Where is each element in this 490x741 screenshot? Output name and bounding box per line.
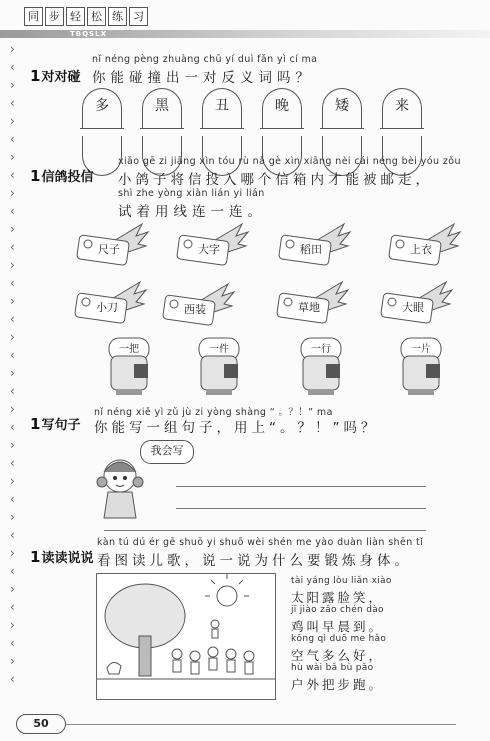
- section-pinyin: shì zhe yòng xiàn lián yi lián: [118, 188, 265, 199]
- poem-pinyin: kōng qì duō me hǎo: [291, 634, 387, 644]
- antonym-card[interactable]: 矮: [322, 88, 362, 176]
- exercise-illustration: [96, 573, 276, 700]
- mailbox[interactable]: [298, 336, 344, 396]
- antonym-card[interactable]: 丑: [202, 88, 242, 176]
- writing-line[interactable]: [104, 530, 426, 531]
- pigeon-word: 大眼: [402, 301, 424, 314]
- title-char: 练: [108, 7, 127, 26]
- section-pinyin: nǐ néng pèng zhuàng chū yí duì fǎn yì cí ma: [92, 54, 318, 65]
- pigeon-letter[interactable]: [72, 222, 150, 278]
- poem-pinyin: hù wài bǎ bù pǎo: [291, 663, 374, 673]
- pigeon-letter[interactable]: [158, 282, 236, 338]
- poem-line: 鸡叫早晨到。: [291, 619, 385, 634]
- title-char: 步: [45, 7, 64, 26]
- poem-line: 太阳露脸笑，: [291, 590, 385, 605]
- title-char: 同: [24, 7, 43, 26]
- pigeon-word: 小刀: [96, 301, 118, 314]
- section-instruction: 小鸽子将信投入哪个信箱内才能被邮走，: [118, 172, 433, 188]
- writing-line[interactable]: [176, 486, 426, 487]
- section-pinyin: nǐ néng xiě yì zǔ jù zi yòng shàng “ 。？！” ma: [94, 407, 333, 418]
- section-instruction: 看图读儿歌，说一说为什么要锻炼身体。: [97, 553, 412, 569]
- speech-bubble: 我会写: [140, 440, 194, 464]
- pigeon-letter[interactable]: [384, 222, 462, 278]
- book-subtitle: TBQSLX: [70, 30, 107, 38]
- pigeon-word: 西装: [184, 303, 206, 316]
- section-instruction: 你能碰撞出一对反义词吗？: [92, 70, 314, 86]
- poem-pinyin: tài yáng lòu liǎn xiào: [291, 576, 392, 586]
- binding-decoration: › ‹ › ‹ › ‹ › ‹ › ‹ › ‹ › ‹ › ‹ › ‹ › ‹ › ‹ › ‹ › ‹ › ‹ › ‹ › ‹ › ‹ › ‹: [10, 42, 15, 686]
- title-char: 轻: [66, 7, 85, 26]
- antonym-card[interactable]: 黑: [142, 88, 182, 176]
- page-header: [0, 0, 490, 40]
- antonym-card[interactable]: 来: [382, 88, 422, 176]
- pigeon-letter[interactable]: [376, 280, 454, 336]
- mailbox-label: 一行: [311, 344, 331, 355]
- footer-rule: [66, 724, 456, 725]
- poem-pinyin: jī jiào zǎo chén dào: [291, 605, 384, 615]
- antonym-card[interactable]: 晚: [262, 88, 302, 176]
- section-pinyin: kàn tú dú ér gē shuō yi shuō wèi shén me yào duàn liàn shēn tǐ: [97, 537, 424, 548]
- mailbox-label: 一件: [209, 344, 229, 355]
- section-label-pigeon-mail: 1信鸽投信: [30, 167, 94, 185]
- writing-line[interactable]: [176, 508, 426, 509]
- section-label-write-sentences: 1写句子: [30, 415, 81, 433]
- pigeon-word: 大字: [198, 243, 220, 256]
- mailbox-label: 一片: [411, 344, 431, 355]
- pigeon-letter[interactable]: [172, 222, 250, 278]
- page-number: 50: [16, 714, 76, 734]
- mailbox[interactable]: [398, 336, 444, 396]
- pigeon-word: 上衣: [410, 243, 432, 256]
- poem-line: 户外把步跑。: [291, 677, 385, 692]
- poem-line: 空气多么好，: [291, 648, 385, 663]
- pigeon-word: 尺子: [98, 243, 120, 256]
- section-pinyin: xiǎo gē zi jiāng xìn tóu rù nǎ gè xìn xiāng nèi cái néng bèi yóu zǒu: [118, 156, 461, 167]
- pigeon-letter[interactable]: [274, 222, 352, 278]
- pigeon-word: 稻田: [300, 243, 322, 256]
- section-instruction: 试着用线连一连。: [118, 204, 266, 220]
- title-char: 松: [87, 7, 106, 26]
- pigeon-word: 草地: [298, 301, 320, 314]
- section-instruction: 你能写一组句子，用上“。？！”吗？: [94, 420, 379, 436]
- mailbox[interactable]: [196, 336, 242, 396]
- mailbox[interactable]: [106, 336, 152, 396]
- pigeon-letter[interactable]: [272, 280, 350, 336]
- mailbox-label: 一把: [119, 344, 139, 355]
- section-label-antonyms: 1对对碰: [30, 67, 81, 85]
- book-title: [24, 7, 148, 26]
- section-label-read-and-tell: 1读读说说: [30, 548, 94, 566]
- pigeon-letter[interactable]: [70, 280, 148, 336]
- antonym-card[interactable]: 多: [82, 88, 122, 176]
- title-char: 习: [129, 7, 148, 26]
